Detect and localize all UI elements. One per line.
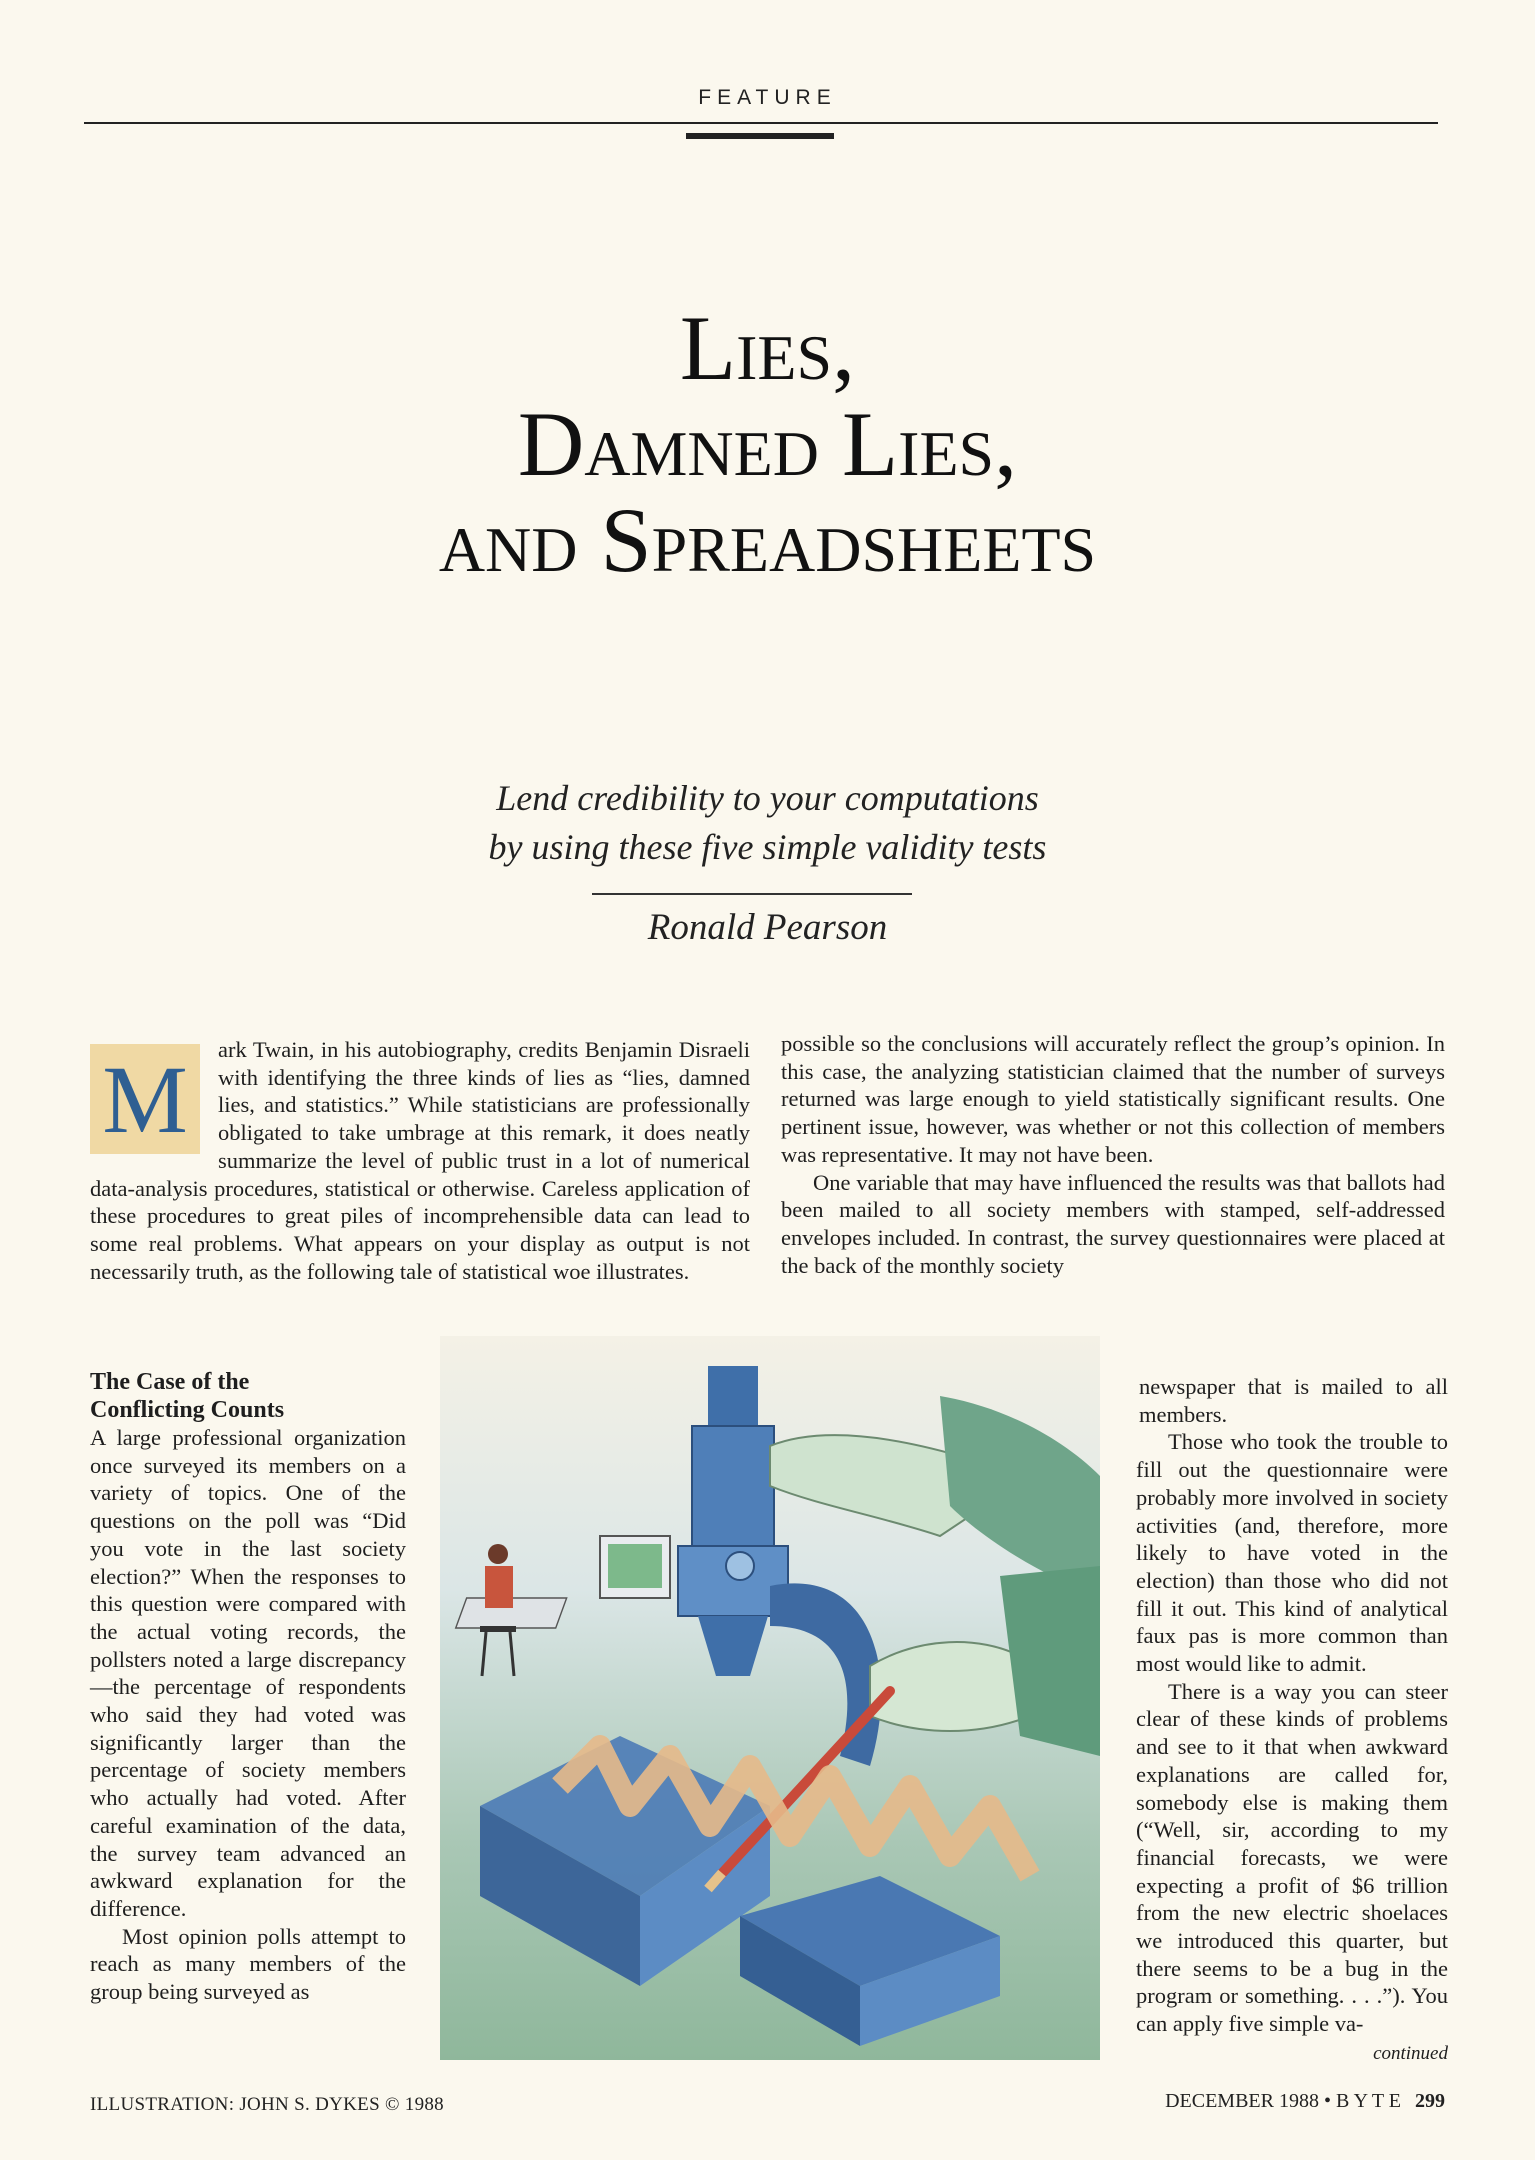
header-rule — [84, 122, 1438, 124]
case-paragraph-2: Most opinion polls attempt to reach as many members of the group being surveyed as — [90, 1923, 406, 2005]
title-line-2: Damned Lies, — [517, 393, 1018, 495]
continued-label: continued — [1373, 2042, 1448, 2064]
section-heading — [90, 1368, 406, 1424]
col4-continuation: newspaper that is mailed to all members. — [1139, 1374, 1448, 1427]
col4-paragraph-2: There is a way you can steer clear of these kinds of problems and see to it that when awkward explanations are called for, somebody else is making them (“Well, sir, according to my financial forecasts, we were expecting a profit of $6 trillion from the new electric shoelaces we introduced this quarter, but there seems to be a bug in the program or something. . . .”). You can apply five simple va- — [1136, 1678, 1448, 2037]
intro-column — [90, 1036, 750, 1285]
article-deck — [0, 774, 1535, 872]
person-stool — [480, 1626, 516, 1632]
case-paragraph-1: A large professional organization once surveyed its members on a variety of topics. One of the questions on the poll was “Did you vote in the last society election?” When the responses to this question were compared with the actual voting records, the pollsters noted a large discrepancy—the percentage of respondents who said they had voted was significantly larger than the percentage of society members who actually had voted. After careful examination of the data, the survey team advanced an awkward explanation for the difference. — [90, 1425, 406, 1921]
right-column-lower — [1136, 1373, 1448, 2068]
section-heading-line-1: The Case of the — [90, 1369, 250, 1395]
title-line-1: Lies, — [679, 297, 856, 399]
intro-text: ark Twain, in his autobiography, credits Benjamin Disraeli with identifying the three kinds of lies as “lies, damned lies, and statistics.” While statisticians are professionally obligated to take umbrage at this remark, it does neatly summarize the level of public trust in a lot of numerical data-analysis procedures, statistical or otherwise. Careless application of these procedures to great piles of incomprehensible data can lead to some real problems. What appears on your display as output is not necessarily truth, as the following tale of statistical woe illustrates. — [90, 1037, 750, 1284]
gloved-hand-lower — [870, 1642, 1030, 1731]
col2-paragraph-2: One variable that may have influenced the results was that ballots had been mailed to all society members with stamped, self-addressed envelopes included. In contrast, the survey questionnaires were placed at the back of the monthly society — [781, 1169, 1445, 1278]
header-rule-tab — [686, 133, 834, 139]
deck-line-2: by using these five simple validity tests — [488, 827, 1047, 867]
computer-screen — [608, 1544, 662, 1588]
col2-paragraph-1: possible so the conclusions will accurately reflect the group’s opinion. In this case, the analyzing statistician claimed that the number of surveys returned was large enough to yield statistically significant results. One pertinent issue, however, was whether or not this collection of members was representative. It may not have been. — [781, 1031, 1445, 1167]
person-head — [488, 1544, 508, 1564]
deck-rule — [592, 893, 912, 895]
page-number: 299 — [1415, 2090, 1445, 2112]
issue-label: DECEMBER 1988 • B Y T E — [1165, 2090, 1401, 2112]
microscope-top — [708, 1366, 758, 1426]
intro-paragraph — [90, 1036, 750, 1285]
page-footer — [1165, 2090, 1445, 2113]
drop-cap: M — [90, 1044, 200, 1154]
left-column-lower — [90, 1368, 406, 2006]
illustration-credit: ILLUSTRATION: JOHN S. DYKES © 1988 — [90, 2094, 444, 2115]
section-label: FEATURE — [698, 86, 837, 109]
microscope-knob — [726, 1552, 754, 1580]
right-column-top — [781, 1030, 1445, 1279]
title-line-3: and Spreadsheets — [438, 489, 1097, 591]
person-body — [485, 1566, 513, 1608]
col4-paragraph-1: Those who took the trouble to fill out the questionnaire were probably more involved in society activities (and, therefore, more likely to have voted in the election) than those who did not fill it out. This kind of analytical faux pas is more common than most would like to admit. — [1136, 1429, 1448, 1677]
article-illustration — [440, 1336, 1100, 2060]
section-heading-line-2: Conflicting Counts — [90, 1397, 285, 1423]
deck-line-1: Lend credibility to your computations — [496, 778, 1039, 818]
author-byline: Ronald Pearson — [647, 907, 888, 948]
article-title — [0, 297, 1535, 591]
microscope-tube — [692, 1426, 774, 1546]
